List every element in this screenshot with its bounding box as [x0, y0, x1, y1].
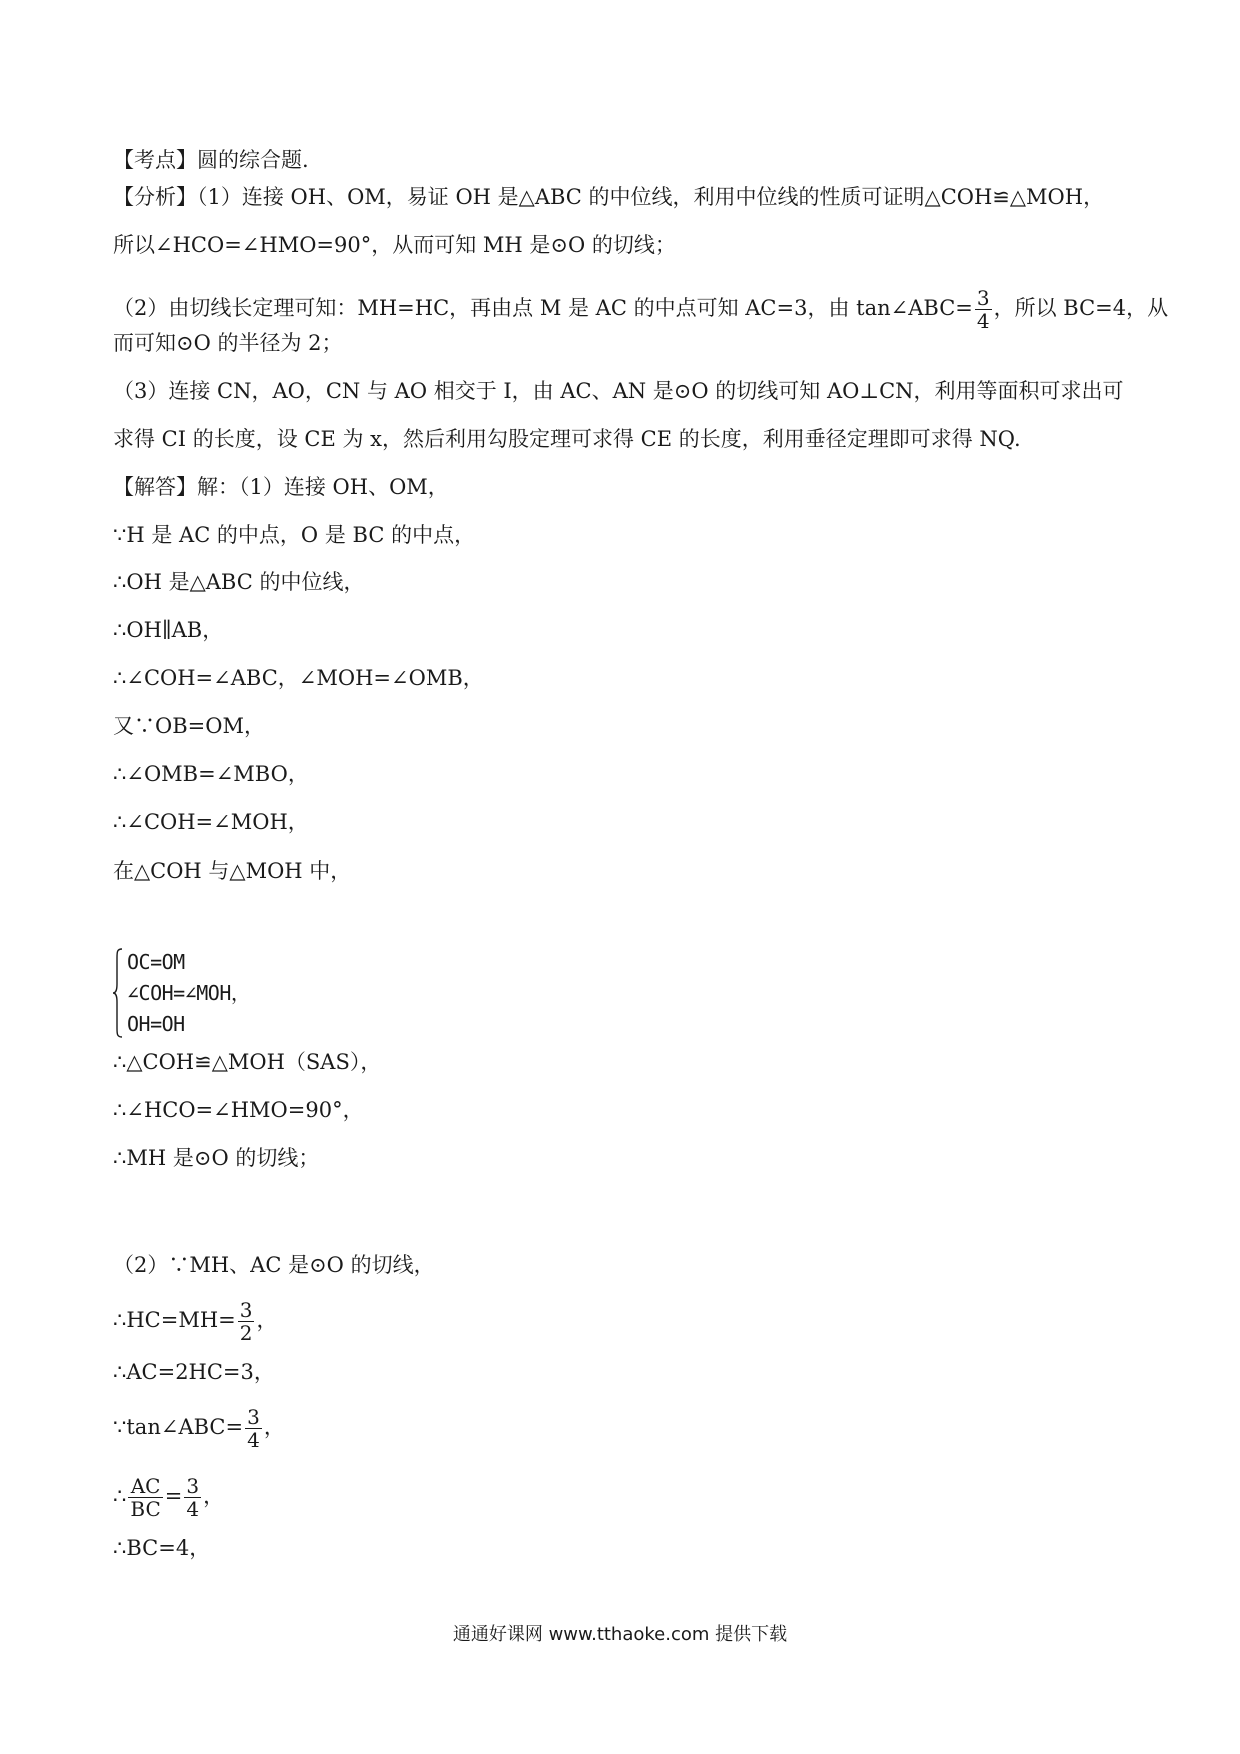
fenxi-para1-line2: 所以∠HCO=∠HMO=90°，从而可知 MH 是⊙O 的切线； [113, 233, 676, 257]
fenxi-para3-line1: （3）连接 CN，AO，CN 与 AO 相交于 I，由 AC、AN 是⊙O 的切线可知 AO⊥CN，利用等面积可求出可 [113, 379, 1124, 403]
jieda-line-8: 在△COH 与△MOH 中， [113, 859, 352, 883]
jieda-line-4: ∴∠COH=∠ABC，∠MOH=∠OMB， [113, 666, 484, 690]
jieda-after-system-2: ∴MH 是⊙O 的切线； [113, 1146, 320, 1170]
fraction-numerator: 3 [186, 1474, 200, 1498]
ratio-prefix: ∴ [113, 1484, 127, 1508]
tan-prefix: ∵tan∠ABC= [113, 1415, 244, 1439]
jieda-line-2: ∴OH 是△ABC 的中位线， [113, 570, 365, 594]
jieda-line-7: ∴∠COH=∠MOH， [113, 810, 309, 834]
hc-prefix: ∴HC=MH= [113, 1308, 236, 1332]
system-row-2: ∠COH=∠MOH， [127, 981, 251, 1005]
fraction-denominator: BC [130, 1497, 161, 1521]
fraction-numerator: 3 [239, 1298, 253, 1322]
fenxi-para2-text-before: （2）由切线长定理可知：MH=HC，再由点 M 是 AC 的中点可知 AC=3，由 tan∠ABC= [113, 296, 973, 320]
hc-suffix: ， [256, 1308, 278, 1332]
jieda-line-1: ∵H 是 AC 的中点，O 是 BC 的中点， [113, 523, 476, 547]
ac-line: ∴AC=2HC=3， [113, 1360, 275, 1384]
fenxi-para2-line2: 而可知⊙O 的半径为 2； [113, 331, 343, 355]
system-row-3: OH=OH [127, 1012, 185, 1036]
jieda-line-5: 又∵OB=OM， [113, 714, 265, 738]
fraction-numerator: 3 [976, 286, 990, 310]
fraction-denominator: 4 [976, 309, 990, 333]
tan-suffix: ， [263, 1415, 285, 1439]
fraction-numerator: 3 [247, 1405, 260, 1429]
fraction-numerator: AC [128, 1475, 162, 1498]
left-brace-icon [113, 948, 123, 1038]
bc-line: ∴BC=4， [113, 1536, 211, 1560]
ratio-suffix: ， [203, 1484, 225, 1508]
ratio-equals: = [164, 1484, 183, 1508]
fraction-three-quarters [975, 287, 992, 332]
fenxi-para1-line1: 【分析】（1）连接 OH、OM，易证 OH 是△ABC 的中位线，利用中位线的性质可证明△COH≌△MOH， [113, 185, 1105, 209]
jieda-after-system-1: ∴∠HCO=∠HMO=90°， [113, 1098, 364, 1122]
fraction-three-quarters [184, 1475, 201, 1520]
fraction-ac-over-bc [128, 1475, 162, 1520]
fraction-three-halves [238, 1299, 255, 1344]
fraction-three-quarters [245, 1406, 262, 1451]
ratio-line [113, 1466, 224, 1526]
fraction-denominator: 4 [247, 1428, 260, 1452]
jieda-line-0: 【解答】解：（1）连接 OH、OM， [113, 475, 449, 499]
kaodian-line: 【考点】圆的综合题. [113, 148, 309, 172]
fraction-denominator: 2 [239, 1321, 253, 1345]
fenxi-para2-text-after: ，所以 BC=4，从 [993, 296, 1169, 320]
jieda-line-6: ∴∠OMB=∠MBO， [113, 762, 309, 786]
part2-intro: （2）∵MH、AC 是⊙O 的切线， [113, 1253, 435, 1277]
fenxi-para3-line2: 求得 CI 的长度，设 CE 为 x，然后利用勾股定理可求得 CE 的长度，利用垂径定理即可求得 NQ. [113, 427, 1021, 451]
system-row-1: OC=OM [127, 950, 185, 974]
jieda-after-system-0: ∴△COH≌△MOH（SAS）， [113, 1050, 382, 1074]
fraction-denominator: 4 [186, 1497, 200, 1521]
page-footer: 通通好课网 www.tthaoke.com 提供下载 [452, 1624, 788, 1645]
jieda-line-3: ∴OH∥AB， [113, 618, 224, 642]
hc-line [113, 1290, 277, 1350]
tan-line [113, 1397, 285, 1457]
